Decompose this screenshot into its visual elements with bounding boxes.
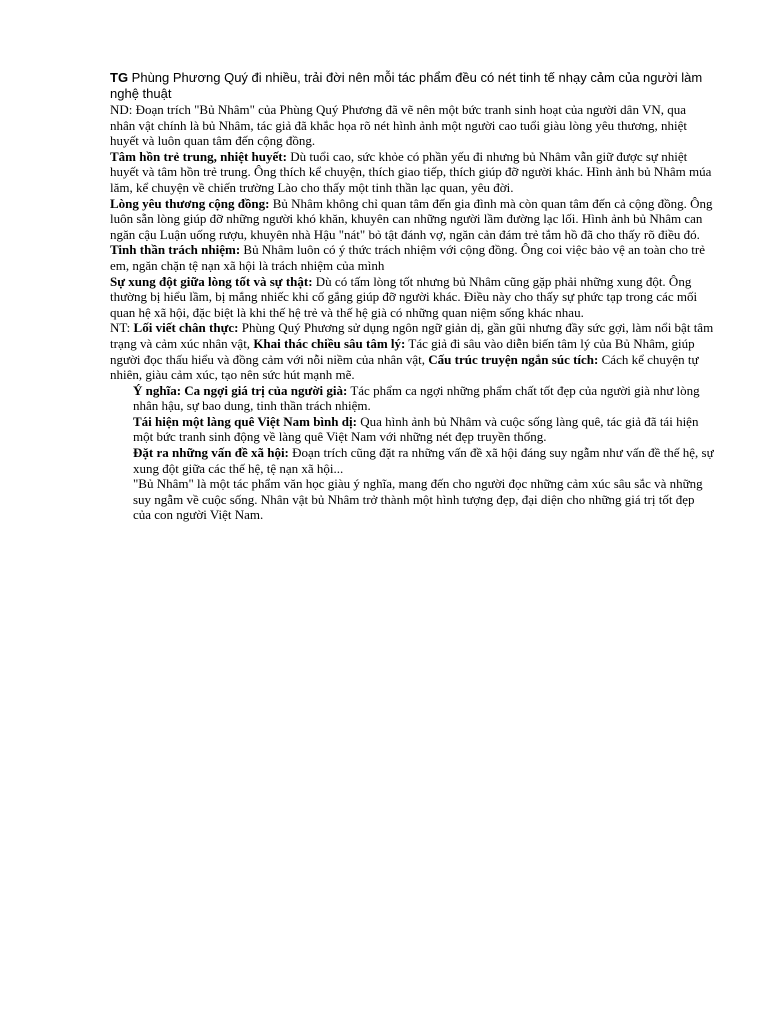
- youthful-spirit-paragraph: [110, 149, 714, 196]
- community-love-text: Bủ Nhâm không chỉ quan tâm đến gia đình mà còn quan tâm đến cả cộng đồng. Ông luôn sẵn lòng giúp đỡ những người khó khăn, khuyên can những người lầm đường lạc lối. Hình ảnh bủ Nhâm can ngăn cậu Luận uống rượu, khuyên nhà Hậu "nát" bỏ tật đánh vợ, ngăn cản đám trẻ tắm hồ đã cho thấy rõ điều đó.: [110, 195, 713, 242]
- youthful-spirit-label: Tâm hồn trẻ trung, nhiệt huyết:: [110, 148, 287, 164]
- art-text-realistic: Phùng Quý Phương sử dụng ngôn ngữ giản dị, gần gũi nhưng đầy sức gợi, làm nổi bật tâm trạng và cảm xúc nhân vật,: [110, 320, 714, 351]
- meaning-elderly-text: Tác phẩm ca ngợi những phẩm chất tốt đẹp của người già như lòng nhân hậu, sự bao dung, tinh thần trách nhiệm.: [133, 382, 700, 414]
- community-love-paragraph: [110, 196, 714, 243]
- art-prefix: NT:: [110, 320, 134, 336]
- conclusion-paragraph: [133, 476, 714, 523]
- meaning-section: [110, 383, 714, 523]
- title-label: TG: [110, 70, 129, 85]
- responsibility-paragraph: [110, 242, 714, 273]
- content-paragraph: [110, 102, 714, 149]
- responsibility-label: Tinh thần trách nhiệm:: [110, 242, 241, 258]
- document-body: [110, 70, 714, 523]
- art-text-structure: Cách kể chuyện tự nhiên, giàu cảm xúc, tạo nên sức hút mạnh mẽ.: [110, 351, 699, 383]
- content-text: ND: Đoạn trích "Bủ Nhâm" của Phùng Quý Phương đã vẽ nên một bức tranh sinh hoạt của người dân VN, qua nhân vật chính là bủ Nhâm, tác giả đã khắc họa rõ nét hình ảnh một người cao tuổi giàu lòng yêu thương, nhiệt huyết và luôn quan tâm đến cộng đồng.: [110, 102, 687, 149]
- art-paragraph: [110, 320, 714, 382]
- meaning-social-text: Đoạn trích cũng đặt ra những vấn đề xã hội đáng suy ngẫm như vấn đề thế hệ, sự xung đột giữa các thế hệ, tệ nạn xã hội...: [133, 445, 714, 476]
- conflict-paragraph: [110, 274, 714, 321]
- youthful-spirit-text: Dù tuổi cao, sức khỏe có phần yếu đi nhưng bủ Nhâm vẫn giữ được sự nhiệt huyết và tâm hồn trẻ trung. Ông thích kể chuyện, thích giao tiếp, thích giúp đỡ người khác. Hình ảnh bủ Nhâm múa lăm, kể chuyện về chiến trường Lào cho thấy một tinh thần lạc quan, yêu đời.: [110, 148, 712, 195]
- meaning-village-text: Qua hình ảnh bủ Nhâm và cuộc sống làng quê, tác giả đã tái hiện một bức tranh sinh động về làng quê Việt Nam với những nét đẹp truyền thống.: [133, 413, 699, 445]
- art-label-psychology: Khai thác chiều sâu tâm lý:: [253, 335, 406, 351]
- art-label-realistic: Lối viết chân thực:: [133, 320, 239, 336]
- community-love-label: Lòng yêu thương cộng đồng:: [110, 195, 270, 211]
- meaning-village-label: Tái hiện một làng quê Việt Nam bình dị:: [133, 413, 357, 429]
- meaning-elderly-paragraph: [133, 383, 714, 414]
- conclusion-text: "Bủ Nhâm" là một tác phẩm văn học giàu ý nghĩa, mang đến cho người đọc những cảm xúc sâu sắc và những suy ngẫm về cuộc sống. Nhân vật bủ Nhâm trở thành một hình tượng đẹp, đại diện cho những giá trị tốt đẹp của con người Việt Nam.: [133, 476, 703, 523]
- title-text: Phùng Phương Quý đi nhiều, trải đời nên mỗi tác phẩm đều có nét tinh tế nhạy cảm của người làm nghệ thuật: [110, 70, 703, 101]
- title-paragraph: [110, 70, 714, 102]
- responsibility-text: Bủ Nhâm luôn có ý thức trách nhiệm với cộng đồng. Ông coi việc bảo vệ an toàn cho trẻ em, ngăn chặn tệ nạn xã hội là trách nhiệm của mình: [110, 242, 705, 273]
- art-label-structure: Cấu trúc truyện ngắn súc tích:: [428, 351, 599, 367]
- conflict-label: Sự xung đột giữa lòng tốt và sự thật:: [110, 273, 313, 289]
- meaning-social-label: Đặt ra những vấn đề xã hội:: [133, 445, 289, 461]
- art-text-psychology: Tác giả đi sâu vào diễn biến tâm lý của Bủ Nhâm, giúp người đọc thấu hiểu và đồng cảm với nỗi niềm của nhân vật,: [110, 335, 695, 367]
- meaning-elderly-label: Ý nghĩa: Ca ngợi giá trị của người già:: [133, 382, 348, 398]
- meaning-village-paragraph: [133, 414, 714, 445]
- conflict-text: Dù có tấm lòng tốt nhưng bủ Nhâm cũng gặp phải những xung đột. Ông thường bị hiểu lầm, bị mắng nhiếc khi cố gắng giúp đỡ người khác. Điều này cho thấy sự phức tạp trong các mối quan hệ xã hội, đặc biệt là khi thế hệ trẻ và thế hệ già có những quan niệm sống khác nhau.: [110, 273, 698, 320]
- meaning-social-paragraph: [133, 445, 714, 476]
